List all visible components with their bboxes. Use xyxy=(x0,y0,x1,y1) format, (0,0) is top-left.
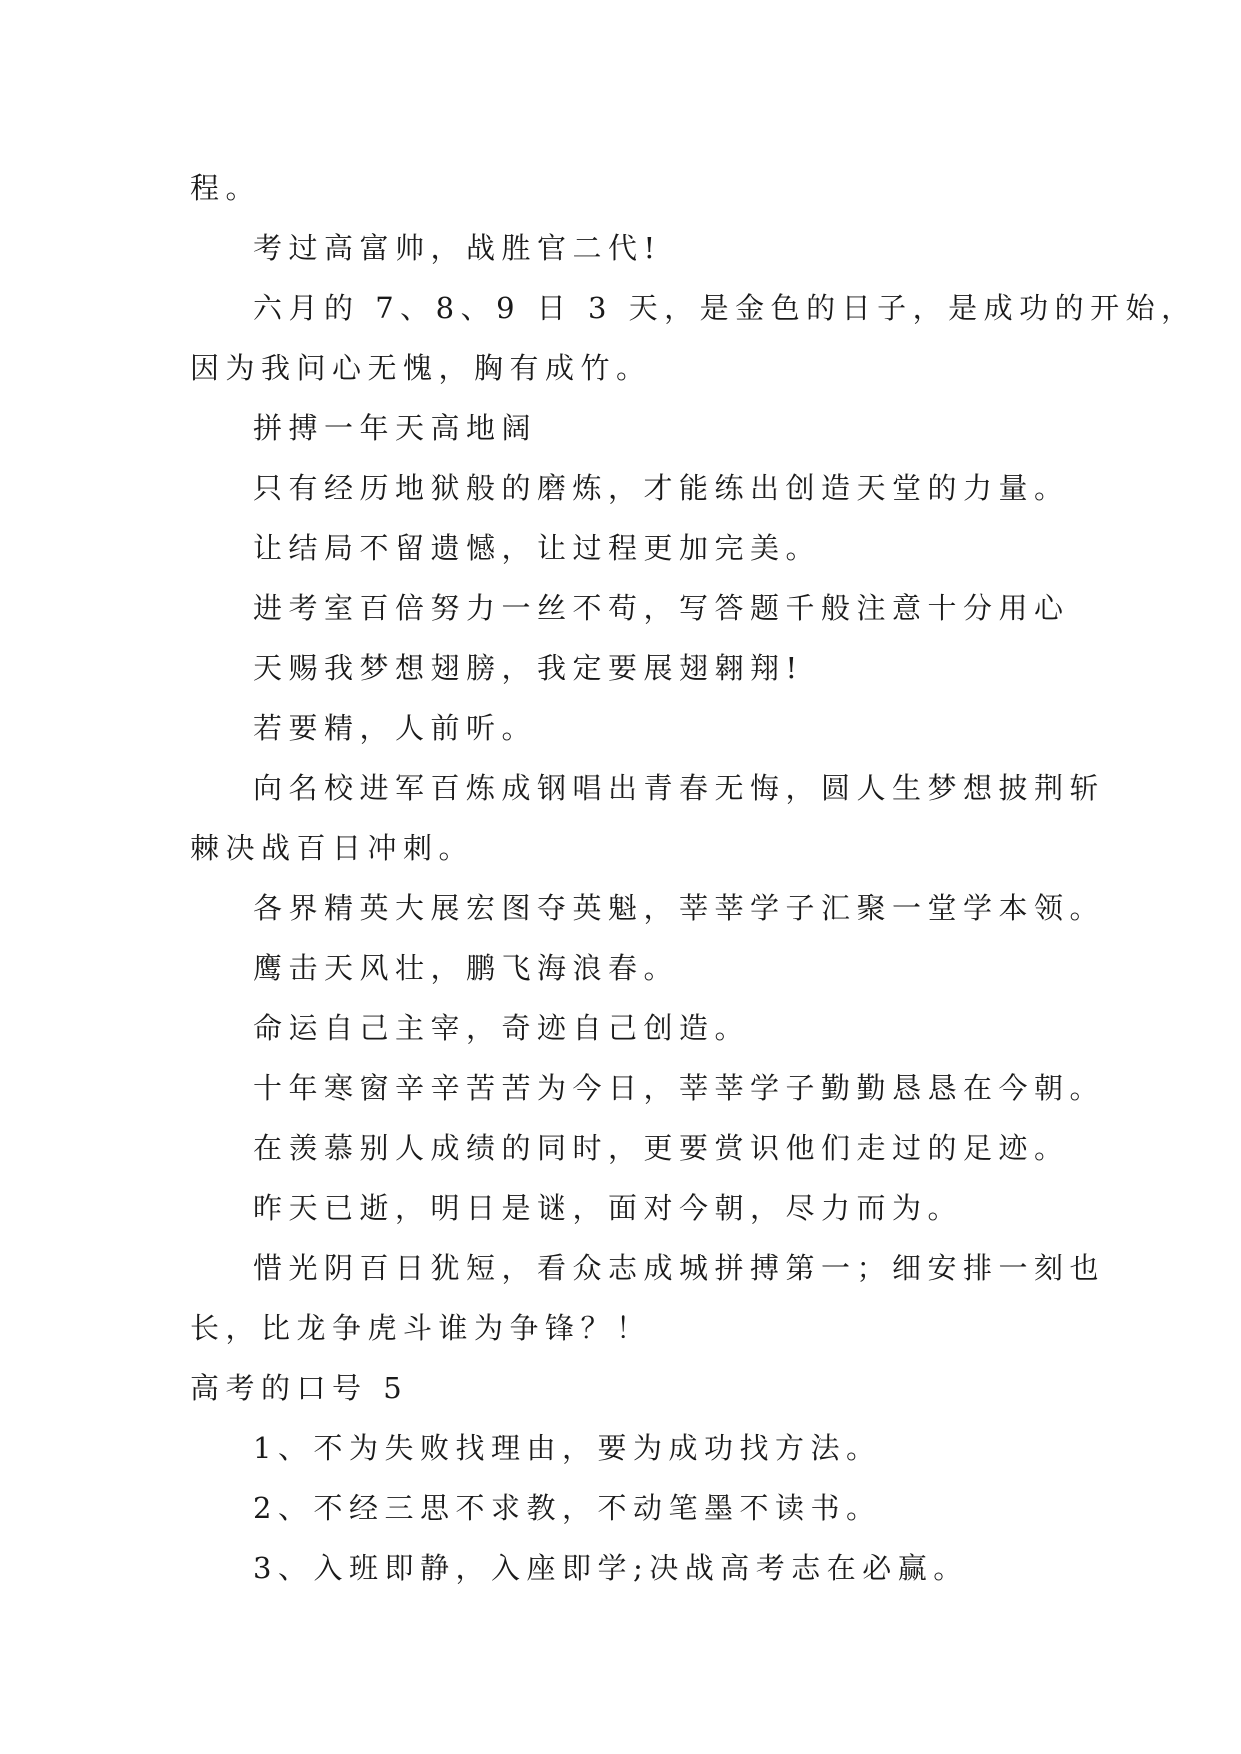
text-line: 让结局不留遗憾，让过程更加完美。 xyxy=(253,531,822,565)
text-line: 拼搏一年天高地阔 xyxy=(253,411,538,445)
text-line: 长，比龙争虎斗谁为争锋？！ xyxy=(190,1311,652,1345)
text-line: 只有经历地狱般的磨炼，才能练出创造天堂的力量。 xyxy=(253,471,1070,505)
text-line: 天赐我梦想翅膀，我定要展翅翱翔! xyxy=(253,651,804,685)
text-line: 若要精，人前听。 xyxy=(253,711,538,745)
text-line: 命运自己主宰，奇迹自己创造。 xyxy=(253,1011,751,1045)
text-line: 因为我问心无愧，胸有成竹。 xyxy=(190,351,652,385)
text-line: 十年寒窗辛辛苦苦为今日，莘莘学子勤勤恳恳在今朝。 xyxy=(253,1071,1106,1105)
list-item: 3、入班即静，入座即学;决战高考志在必赢。 xyxy=(253,1551,969,1585)
list-item: 2、不经三思不求教，不动笔墨不读书。 xyxy=(253,1491,882,1525)
document-body xyxy=(190,158,1197,1598)
text-line: 程。 xyxy=(190,171,262,205)
text-line: 进考室百倍努力一丝不苟，写答题千般注意十分用心 xyxy=(253,591,1070,625)
text-line: 鹰击天风壮，鹏飞海浪春。 xyxy=(253,951,680,985)
list-item: 1、不为失败找理由，要为成功找方法。 xyxy=(253,1431,882,1465)
text-line: 考过高富帅，战胜官二代! xyxy=(253,231,662,265)
text-line: 六月的 7、8、9 日 3 天，是金色的日子，是成功的开始， xyxy=(253,291,1197,325)
text-line: 向名校进军百炼成钢唱出青春无悔，圆人生梦想披荆斩 xyxy=(253,771,1106,805)
text-line: 惜光阴百日犹短，看众志成城拼搏第一；细安排一刻也 xyxy=(253,1251,1106,1285)
text-line: 各界精英大展宏图夺英魁，莘莘学子汇聚一堂学本领。 xyxy=(253,891,1106,925)
section-heading: 高考的口号 5 xyxy=(190,1371,409,1405)
text-line: 棘决战百日冲刺。 xyxy=(190,831,475,865)
text-line: 在羡慕别人成绩的同时，更要赏识他们走过的足迹。 xyxy=(253,1131,1070,1165)
text-line: 昨天已逝，明日是谜，面对今朝，尽力而为。 xyxy=(253,1191,964,1225)
